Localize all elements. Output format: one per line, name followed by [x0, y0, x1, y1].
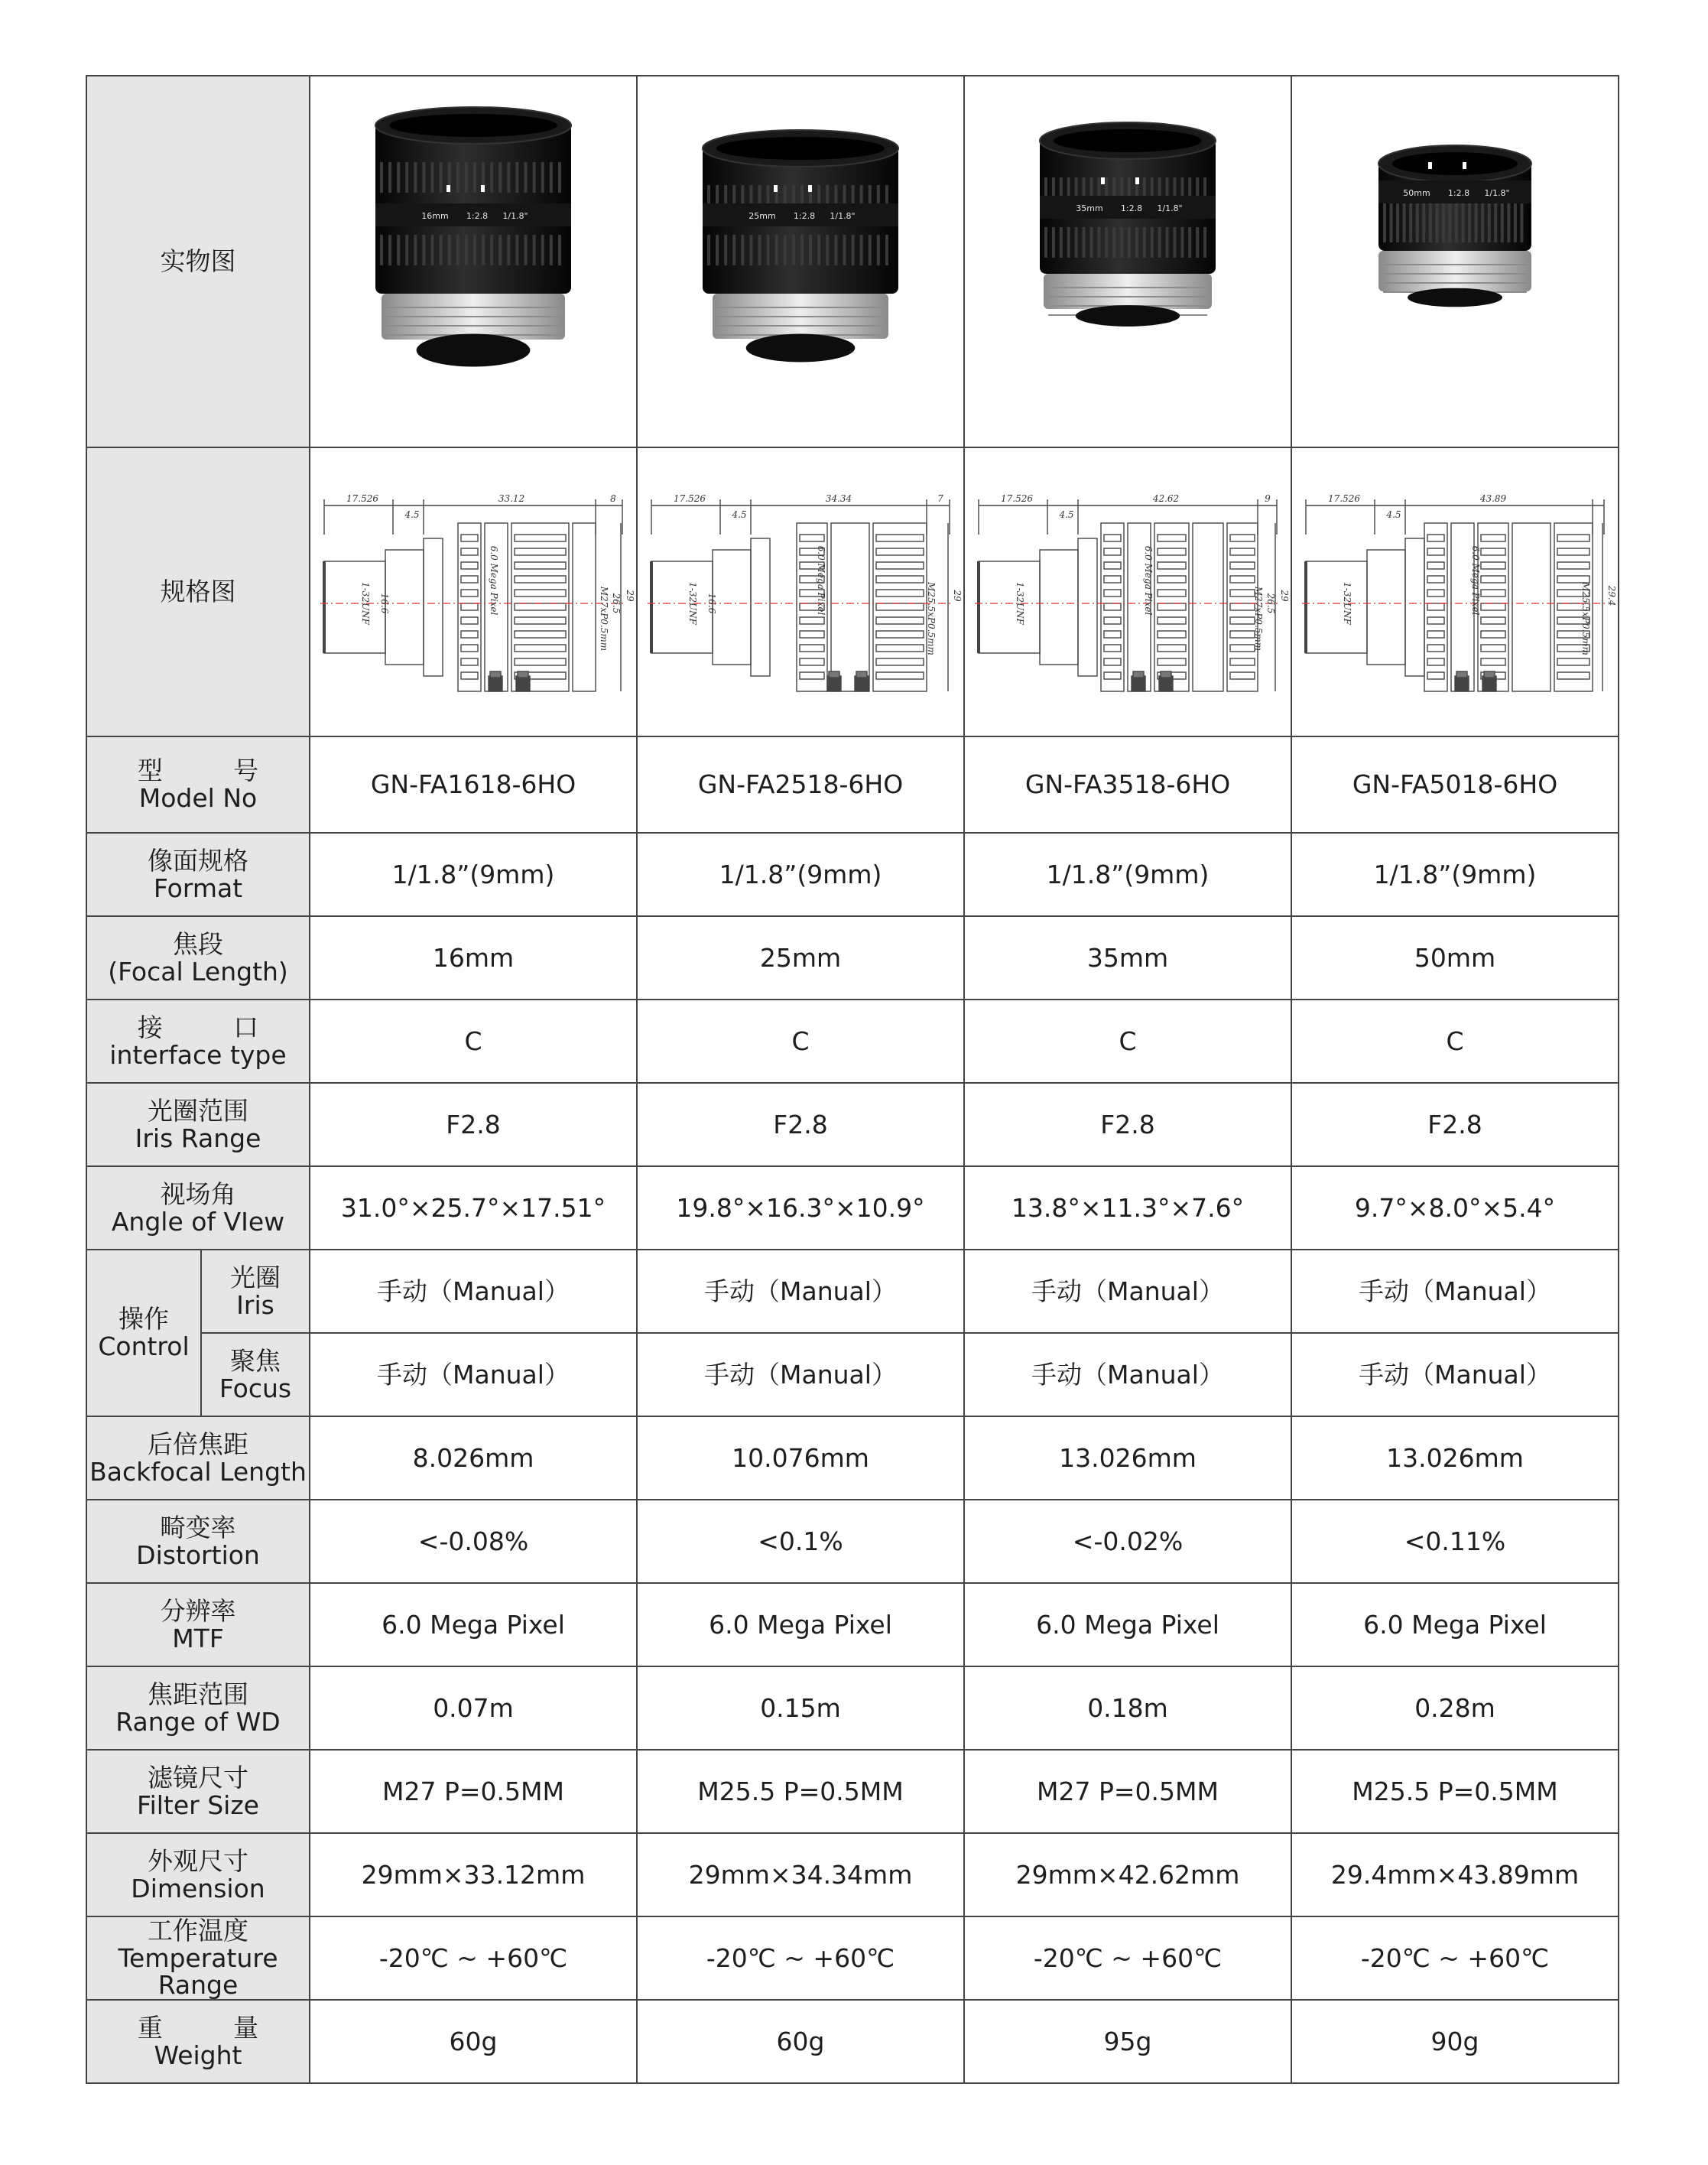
iris-range-label: 光圈范围 Iris Range — [86, 1083, 310, 1166]
filter-size-value: M25.5 P=0.5MM — [637, 1750, 964, 1833]
iris-range-value: F2.8 — [1291, 1083, 1619, 1166]
weight-value: 60g — [637, 2000, 964, 2083]
control-iris-value: 手动（Manual） — [964, 1250, 1291, 1333]
filter-thread-label: M27xP0.5mm — [599, 586, 609, 652]
dimension-label: 29 — [1279, 590, 1290, 602]
control-focus-label: 聚焦 Focus — [201, 1333, 310, 1416]
lens-photo-cell — [964, 76, 1291, 447]
lens-body — [1378, 145, 1531, 307]
drawing-cell — [964, 447, 1291, 736]
model-value: GN-FA5018-6HO — [1291, 736, 1619, 833]
row-mtf — [86, 1583, 1619, 1666]
dimension-label: 7 — [937, 493, 943, 504]
thread-label: 1-32UNF — [687, 582, 698, 625]
lens-marking-text: 16mm — [421, 211, 449, 221]
angle-of-view-value: 9.7°×8.0°×5.4° — [1291, 1166, 1619, 1250]
lens-photo-cell — [1291, 76, 1619, 447]
iris-range-value: F2.8 — [637, 1083, 964, 1166]
dimension-label: 17.526 — [674, 493, 706, 504]
lens-marking-text: 1/1.8" — [830, 211, 856, 221]
focal-length-value: 25mm — [637, 916, 964, 1000]
lens-marking-text: 25mm — [748, 211, 776, 221]
mtf-value: 6.0 Mega Pixel — [964, 1583, 1291, 1666]
angle-of-view-value: 13.8°×11.3°×7.6° — [964, 1166, 1291, 1250]
focal-length-value: 16mm — [310, 916, 637, 1000]
silver-mount — [1378, 251, 1531, 291]
lens-marking-text: 1/1.8" — [1157, 203, 1183, 213]
model-value: GN-FA1618-6HO — [310, 736, 637, 833]
row-photo — [86, 76, 1619, 447]
dimension-label: 4.5 — [404, 509, 420, 520]
lens-marking-text: 1/1.8" — [502, 211, 528, 221]
dimension-label: 17.526 — [1328, 493, 1360, 504]
lens-marking-text: 1:2.8 — [793, 211, 816, 221]
row-focal-length — [86, 916, 1619, 1000]
row-weight — [86, 2000, 1619, 2083]
rear-thread-outline — [324, 561, 385, 653]
lens-glass — [1392, 152, 1518, 175]
model-value: GN-FA3518-6HO — [964, 736, 1291, 833]
lens-marking-text: 1:2.8 — [1447, 188, 1470, 198]
model-label: 型 号 Model No — [86, 736, 310, 833]
distortion-value: <-0.02% — [964, 1500, 1291, 1583]
control-focus-value: 手动（Manual） — [964, 1333, 1291, 1416]
filter-size-value: M27 P=0.5MM — [964, 1750, 1291, 1833]
working-distance-value: 0.28m — [1291, 1666, 1619, 1750]
dimension-label: 4.5 — [1059, 509, 1074, 520]
distortion-value: <-0.08% — [310, 1500, 637, 1583]
dimension-drawing-16mm — [317, 489, 635, 695]
backfocal-length-value: 13.026mm — [1291, 1416, 1619, 1500]
filter-thread-label: M25.5xP0.5mm — [1580, 582, 1591, 655]
dimension-drawing-50mm — [1298, 489, 1617, 695]
iris-range-value: F2.8 — [964, 1083, 1291, 1166]
weight-value: 95g — [964, 2000, 1291, 2083]
dimension-label: 外观尺寸 Dimension — [86, 1833, 310, 1916]
focal-length-label: 焦段 (Focal Length) — [86, 916, 310, 1000]
dimension-label: 43.89 — [1479, 493, 1507, 504]
lens-body — [375, 107, 571, 367]
dimension-label: 9 — [1265, 493, 1271, 504]
interface-label: 接 口 interface type — [86, 1000, 310, 1083]
rear-thread-outline — [1306, 561, 1367, 653]
interface-value: C — [637, 1000, 964, 1083]
working-distance-value: 0.18m — [964, 1666, 1291, 1750]
lock-screw — [855, 676, 869, 691]
dimension-label: 16.6 — [379, 593, 390, 614]
thread-label: 1-32UNF — [1015, 582, 1025, 625]
rear-mount — [1076, 305, 1180, 327]
dimension-drawing-35mm — [971, 489, 1290, 695]
dimension-value: 29.4mm×43.89mm — [1291, 1833, 1619, 1916]
distortion-label: 畸变率 Distortion — [86, 1500, 310, 1583]
interface-value: C — [310, 1000, 637, 1083]
lens-photo-cell — [310, 76, 637, 447]
row-control-iris — [86, 1250, 1619, 1333]
temperature-label: 工作温度 Temperature Range — [86, 1916, 310, 2000]
angle-of-view-value: 19.8°×16.3°×10.9° — [637, 1166, 964, 1250]
lens-marking-text: 1/1.8" — [1484, 188, 1510, 198]
angle-of-view-value: 31.0°×25.7°×17.51° — [310, 1166, 637, 1250]
row-iris-range — [86, 1083, 1619, 1166]
lock-screw — [516, 676, 530, 691]
lens-photo-16mm — [366, 93, 580, 430]
row-working-distance — [86, 1666, 1619, 1750]
dimension-value: 29mm×33.12mm — [310, 1833, 637, 1916]
distortion-value: <0.11% — [1291, 1500, 1619, 1583]
index-dot — [1101, 177, 1105, 184]
row-angle-of-view — [86, 1166, 1619, 1250]
control-label: 操作 Control — [86, 1250, 201, 1416]
filter-thread-label: M25.5xP0.5mm — [926, 582, 937, 655]
backfocal-length-value: 10.076mm — [637, 1416, 964, 1500]
row-model — [86, 736, 1619, 833]
dimension-label: 4.5 — [732, 509, 747, 520]
index-dot — [1463, 162, 1466, 169]
rear-mount — [1408, 288, 1502, 307]
ring-marking-label: 6.0 Mega Pixel — [1470, 545, 1481, 616]
mtf-value: 6.0 Mega Pixel — [637, 1583, 964, 1666]
iris-range-value: F2.8 — [310, 1083, 637, 1166]
filter-size-label: 滤镜尺寸 Filter Size — [86, 1750, 310, 1833]
row-distortion — [86, 1500, 1619, 1583]
lock-screw — [1482, 676, 1496, 691]
ring-marking-label: 6.0 Mega Pixel — [1143, 545, 1154, 616]
silver-mount — [1044, 274, 1212, 309]
dimension-label: 29 — [952, 590, 963, 602]
rear-mount — [417, 333, 531, 366]
index-dot — [446, 185, 450, 192]
ring-marking-label: 6.0 Mega Pixel — [816, 545, 826, 616]
row-format — [86, 833, 1619, 916]
temperature-value: -20℃ ~ +60℃ — [964, 1916, 1291, 2000]
row-control-focus — [86, 1333, 1619, 1416]
index-dot — [808, 185, 812, 192]
focal-length-value: 50mm — [1291, 916, 1619, 1000]
control-focus-value: 手动（Manual） — [1291, 1333, 1619, 1416]
lock-screw — [1159, 676, 1173, 691]
backfocal-length-value: 13.026mm — [964, 1416, 1291, 1500]
backfocal-length-value: 8.026mm — [310, 1416, 637, 1500]
dimension-drawing-25mm — [644, 489, 963, 695]
dimension-label: 17.526 — [346, 493, 378, 504]
format-label: 像面规格 Format — [86, 833, 310, 916]
dimension-value: 29mm×34.34mm — [637, 1833, 964, 1916]
lens-body — [1040, 122, 1216, 327]
rear-thread-outline — [979, 561, 1040, 653]
lens-glass — [1054, 129, 1202, 152]
interface-value: C — [964, 1000, 1291, 1083]
lens-spec-table — [86, 75, 1619, 2084]
filter-size-value: M25.5 P=0.5MM — [1291, 1750, 1619, 1833]
drawing-cell — [637, 447, 964, 736]
dimension-label: 4.5 — [1386, 509, 1401, 520]
control-iris-label: 光圈 Iris — [201, 1250, 310, 1333]
lens-marking-text: 1:2.8 — [1120, 203, 1143, 213]
rear-mount — [746, 334, 856, 362]
filter-size-value: M27 P=0.5MM — [310, 1750, 637, 1833]
photo-label: 实物图 — [86, 76, 310, 447]
model-value: GN-FA2518-6HO — [637, 736, 964, 833]
dimension-label: 16.6 — [706, 593, 717, 614]
focal-length-value: 35mm — [964, 916, 1291, 1000]
working-distance-value: 0.15m — [637, 1666, 964, 1750]
thread-label: 1-32UNF — [360, 582, 371, 625]
lock-screw — [827, 676, 841, 691]
control-iris-value: 手动（Manual） — [310, 1250, 637, 1333]
format-value: 1/1.8”(9mm) — [1291, 833, 1619, 916]
lock-screw — [1455, 676, 1469, 691]
angle-of-view-label: 视场角 Angle of VIew — [86, 1166, 310, 1250]
control-iris-value: 手动（Manual） — [1291, 1250, 1619, 1333]
thread-label: 1-32UNF — [1342, 582, 1352, 625]
rear-thread-outline — [651, 561, 713, 653]
dimension-label: 17.526 — [1001, 493, 1033, 504]
mtf-value: 6.0 Mega Pixel — [310, 1583, 637, 1666]
row-drawing — [86, 447, 1619, 736]
dimension-value: 29mm×42.62mm — [964, 1833, 1291, 1916]
lens-photo-cell — [637, 76, 964, 447]
drawing-label: 规格图 — [86, 447, 310, 736]
lock-screw — [489, 676, 502, 691]
interface-value: C — [1291, 1000, 1619, 1083]
control-focus-value: 手动（Manual） — [310, 1333, 637, 1416]
drawing-cell — [310, 447, 637, 736]
temperature-value: -20℃ ~ +60℃ — [310, 1916, 637, 2000]
working-distance-label: 焦距范围 Range of WD — [86, 1666, 310, 1750]
lock-screw — [1132, 676, 1145, 691]
ring-marking-label: 6.0 Mega Pixel — [489, 545, 499, 616]
index-dot — [1428, 162, 1432, 169]
lens-photo-25mm — [693, 93, 908, 430]
index-dot — [774, 185, 778, 192]
weight-value: 60g — [310, 2000, 637, 2083]
lens-marking-text: 35mm — [1076, 203, 1103, 213]
row-interface — [86, 1000, 1619, 1083]
working-distance-value: 0.07m — [310, 1666, 637, 1750]
dimension-label: 26.5 — [1265, 593, 1276, 614]
temperature-value: -20℃ ~ +60℃ — [1291, 1916, 1619, 2000]
index-dot — [481, 185, 485, 192]
control-focus-value: 手动（Manual） — [637, 1333, 964, 1416]
dimension-label: 26.5 — [611, 593, 622, 614]
dimension-label: 42.62 — [1152, 493, 1180, 504]
lens-glass — [389, 114, 557, 137]
lens-body — [703, 130, 898, 362]
format-value: 1/1.8”(9mm) — [637, 833, 964, 916]
distortion-value: <0.1% — [637, 1500, 964, 1583]
dimension-label: 29.4 — [1606, 585, 1617, 606]
mtf-value: 6.0 Mega Pixel — [1291, 1583, 1619, 1666]
row-temperature — [86, 1916, 1619, 2000]
lens-marking-text: 1:2.8 — [466, 211, 489, 221]
lens-glass — [716, 137, 885, 160]
filter-thread-label: M27xP0.5mm — [1253, 586, 1264, 652]
control-iris-value: 手动（Manual） — [637, 1250, 964, 1333]
dimension-label: 29 — [625, 590, 635, 602]
lens-photo-50mm — [1348, 93, 1562, 430]
mtf-label: 分辨率 MTF — [86, 1583, 310, 1666]
temperature-value: -20℃ ~ +60℃ — [637, 1916, 964, 2000]
row-dimension — [86, 1833, 1619, 1916]
dimension-label: 34.34 — [825, 493, 852, 504]
weight-value: 90g — [1291, 2000, 1619, 2083]
drawing-cell — [1291, 447, 1619, 736]
dimension-label: 33.12 — [498, 493, 525, 504]
format-value: 1/1.8”(9mm) — [964, 833, 1291, 916]
row-backfocal-length — [86, 1416, 1619, 1500]
row-filter-size — [86, 1750, 1619, 1833]
dimension-label: 8 — [610, 493, 616, 504]
lens-marking-text: 50mm — [1403, 188, 1430, 198]
index-dot — [1135, 177, 1139, 184]
format-value: 1/1.8”(9mm) — [310, 833, 637, 916]
backfocal-length-label: 后倍焦距 Backfocal Length — [86, 1416, 310, 1500]
lens-photo-35mm — [1021, 93, 1235, 430]
weight-label: 重 量 Weight — [86, 2000, 310, 2083]
